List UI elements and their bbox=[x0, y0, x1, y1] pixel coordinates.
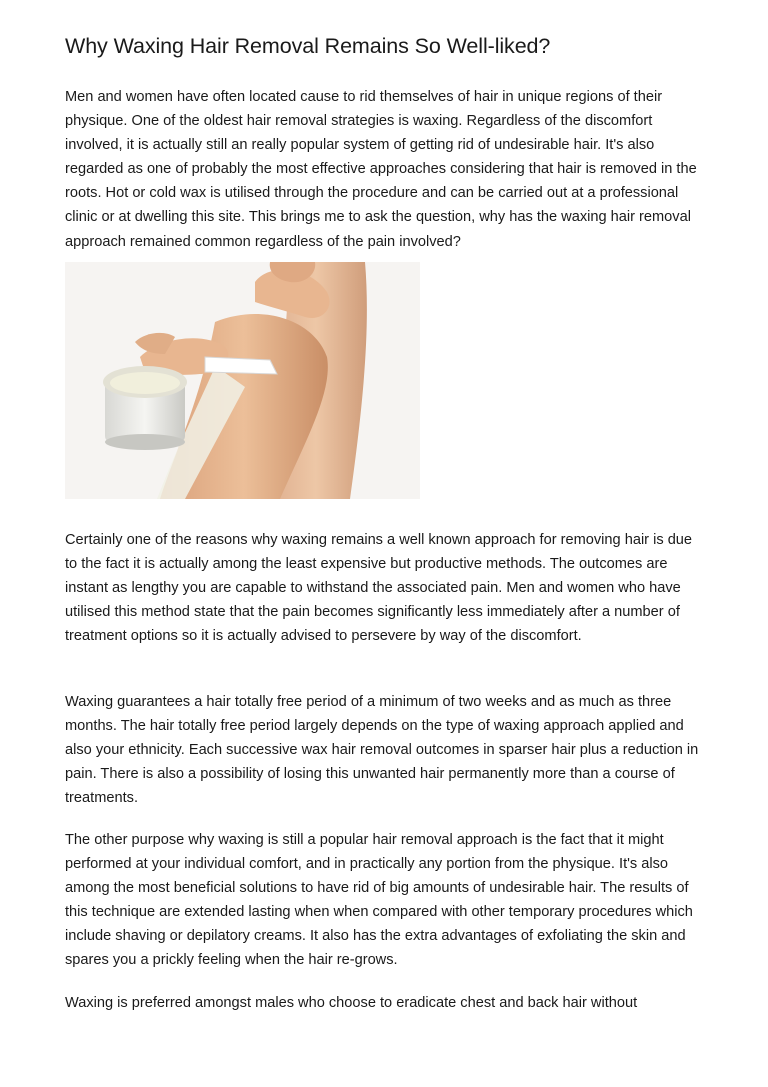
waxing-leg-photo-icon bbox=[65, 262, 420, 499]
page-title: Why Waxing Hair Removal Remains So Well-liked? bbox=[65, 34, 551, 58]
paragraph-5: Waxing is preferred amongst males who choose to eradicate chest and back hair without bbox=[65, 995, 638, 1011]
paragraph-1: Men and women have often located cause to rid themselves of hair in unique regions of their physique. One of the oldest hair removal strategies is waxing. Regardless of the discomfort involved, it is actually still an really popular system of getting rid of undesirable hair. It's also regarded as one of probably the most effective approaches considering that hair is removed in the roots. Hot or cold wax is utilised through the procedure and can be carried out at a professional clinic or at dwelling this site. This brings me to ask the question, why has the waxing hair removal approach remained common regardless of the pain involved? bbox=[65, 89, 697, 250]
waxing-illustration bbox=[65, 262, 420, 499]
paragraph-2: Certainly one of the reasons why waxing remains a well known approach for removing hair is due to the fact it is actually among the least expensive but productive methods. The outcomes are instant as lengthy you are capable to withstand the associated pain. Men and women who have utilised this method state that the pain becomes significantly less immediately after a number of treatment options so it is actually advised to persevere by way of the discomfort. bbox=[65, 532, 693, 645]
paragraph-3: Waxing guarantees a hair totally free period of a minimum of two weeks and as much as three months. The hair totally free period largely depends on the type of waxing approach applied and also your ethnicity. Each successive wax hair removal outcomes in sparser hair plus a reduction in pain. There is also a possibility of losing this unwanted hair permanently more than a course of treatments. bbox=[65, 694, 699, 807]
paragraph-4: The other purpose why waxing is still a popular hair removal approach is the fact that it might performed at your individual comfort, and in practically any portion from the physique. It's also among the most beneficial solutions to have rid of big amounts of undesirable hair. The results of this technique are extended lasting when when compared with other temporary procedures which include shaving or depilatory creams. It also has the extra advantages of exfoliating the skin and spares you a prickly feeling when the hair re-grows. bbox=[65, 832, 693, 969]
